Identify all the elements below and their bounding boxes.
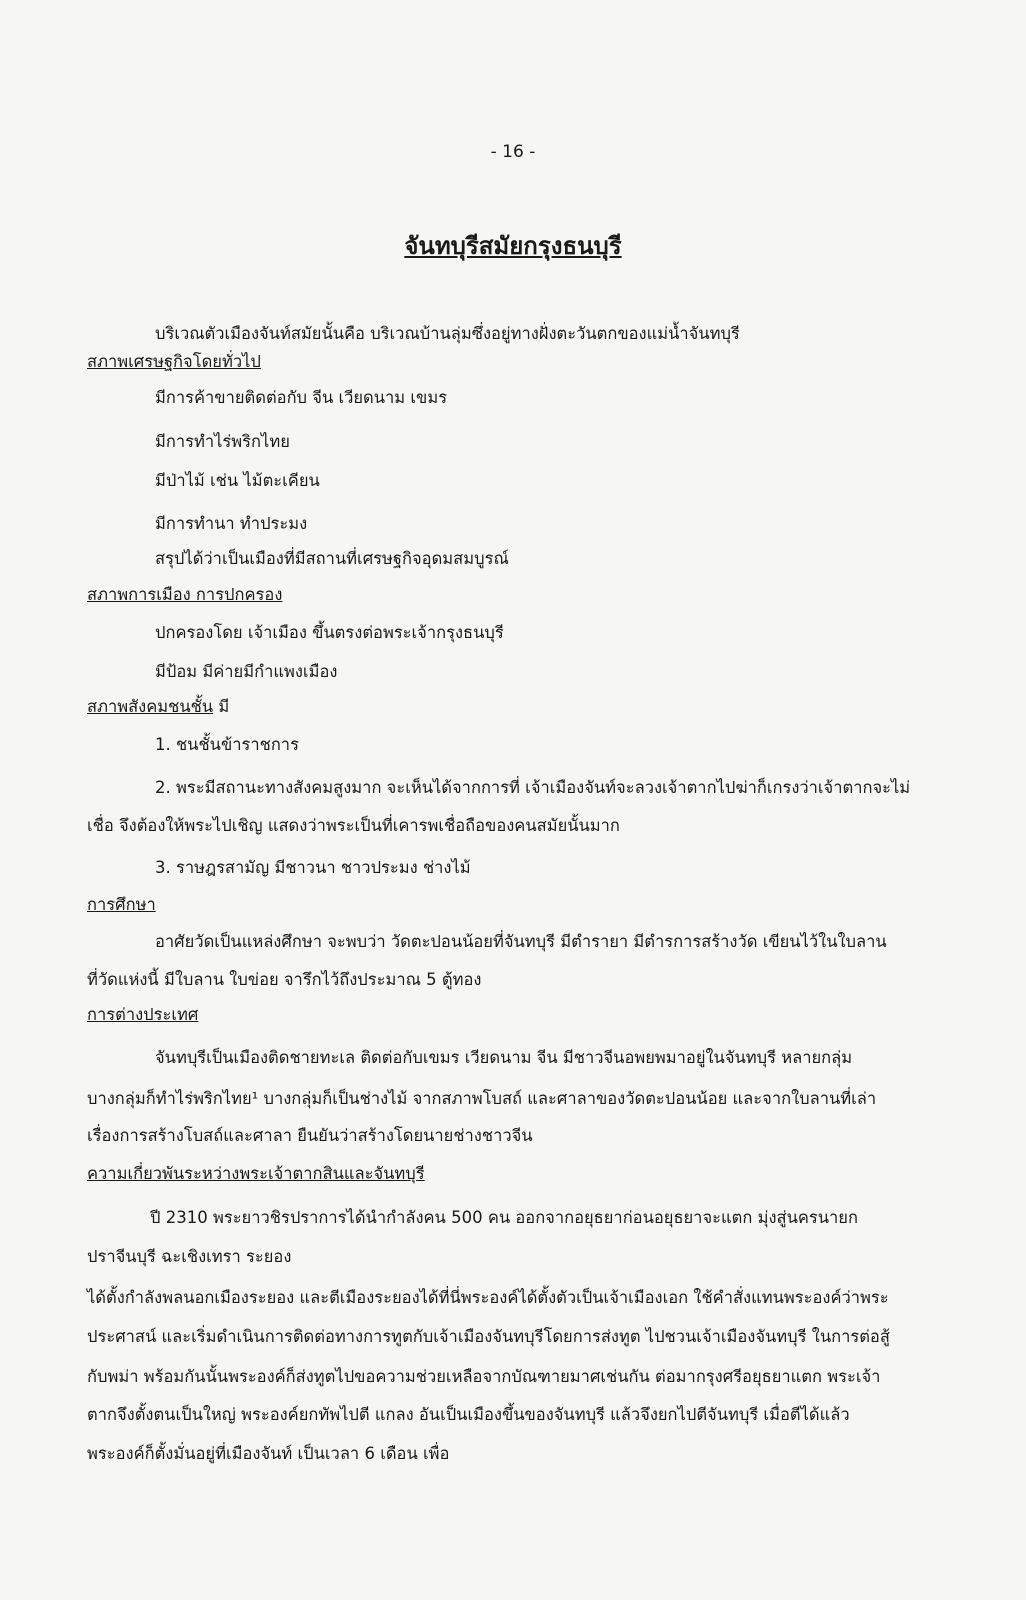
social-heading-row (87, 695, 229, 719)
relation-text: ปี 2310 พระยาวชิรปราการได้นำกำลังคน 500 คน ออกจากอยุธยาก่อนอยุธยาจะแตก มุ่งสู่นครนายก (150, 1208, 858, 1227)
foreign-text: บางกลุ่มก็ทำไร่พริกไทย¹ บางกลุ่มก็เป็นช่างไม้ จากสภาพโบสถ์ และศาลาของวัดตะปอนน้อย และจากใบลานที่เล่า (87, 1089, 877, 1108)
foreign-heading: การต่างประเทศ (87, 1005, 199, 1024)
social-item: 3. ราษฎรสามัญ มีชาวนา ชาวประมง ช่างไม้ (155, 858, 471, 877)
relation-text: ประศาสน์ และเริ่มดำเนินการติดต่อทางการทูตกับเจ้าเมืองจันทบุรีโดยการส่งทูต ไปชวนเจ้าเมืองจันทบุรี ในการต่อสู้ (87, 1327, 890, 1346)
education-text: ที่วัดแห่งนี้ มีใบลาน ใบข่อย จารึกไว้ถึงประมาณ 5 ตู้ทอง (87, 970, 482, 989)
economy-item: มีป่าไม้ เช่น ไม้ตะเคียน (155, 471, 320, 490)
education-heading: การศึกษา (87, 895, 156, 914)
relation-text: พระองค์ก็ตั้งมั่นอยู่ที่เมืองจันท์ เป็นเวลา 6 เดือน เพื่อ (87, 1444, 450, 1463)
social-item: 2. พระมีสถานะทางสังคมสูงมาก จะเห็นได้จากการที่ เจ้าเมืองจันท์จะลวงเจ้าตากไปฆ่าก็เกรงว่าเจ้าตากจะไม่ (155, 778, 911, 797)
page-title: จันทบุรีสมัยกรุงธนบุรี (404, 232, 622, 260)
foreign-text: เรื่องการสร้างโบสถ์และศาลา ยืนยันว่าสร้างโดยนายช่างชาวจีน (87, 1126, 533, 1145)
relation-text: กับพม่า พร้อมกันนั้นพระองค์ก็ส่งทูตไปขอความช่วยเหลือจากบัณฑายมาศเช่นกัน ต่อมากรุงศรีอยุธยาแตก พระเจ้า (87, 1367, 881, 1386)
social-item: 1. ชนชั้นข้าราชการ (155, 735, 299, 754)
economy-heading: สภาพเศรษฐกิจโดยทั่วไป (87, 352, 261, 371)
politics-item: ปกครองโดย เจ้าเมือง ขึ้นตรงต่อพระเจ้ากรุงธนบุรี (155, 623, 504, 642)
social-heading: สภาพสังคมชนชั้น (87, 697, 214, 716)
politics-heading: สภาพการเมือง การปกครอง (87, 585, 283, 604)
economy-item: มีการทำนา ทำประมง (155, 514, 308, 533)
relation-heading: ความเกี่ยวพันระหว่างพระเจ้าตากสินและจันทบุรี (87, 1164, 425, 1183)
relation-text: ตากจึงตั้งตนเป็นใหญ่ พระองค์ยกทัพไปตี แกลง อันเป็นเมืองขึ้นของจันทบุรี แล้วจึงยกไปตีจันทบุรี เมื่อตีได้แล้ว (87, 1405, 850, 1424)
politics-item: มีป้อม มีค่ายมีกำแพงเมือง (155, 662, 338, 681)
education-text: อาศัยวัดเป็นแหล่งศึกษา จะพบว่า วัดตะปอนน้อยที่จันทบุรี มีตำรายา มีตำรการสร้างวัด เขียนไว้ในใบลาน (155, 932, 887, 951)
intro-text: บริเวณตัวเมืองจันท์สมัยนั้นคือ บริเวณบ้านลุ่มซึ่งอยู่ทางฝั่งตะวันตกของแม่น้ำจันทบุรี (155, 324, 740, 343)
economy-item: มีการค้าขายติดต่อกับ จีน เวียดนาม เขมร (155, 388, 448, 407)
foreign-text: จันทบุรีเป็นเมืองติดชายทะเล ติดต่อกับเขมร เวียดนาม จีน มีชาวจีนอพยพมาอยู่ในจันทบุรี หลายกลุ่ม (155, 1048, 853, 1067)
relation-text: ปราจีนบุรี ฉะเชิงเทรา ระยอง (87, 1247, 292, 1266)
relation-text: ได้ตั้งกำลังพลนอกเมืองระยอง และตีเมืองระยองได้ที่นี่พระองค์ได้ตั้งตัวเป็นเจ้าเมืองเอก ใช้คำสั่งแทนพระองค์ว่าพระ (87, 1288, 889, 1307)
page-number: - 16 - (490, 142, 536, 162)
economy-item: สรุปได้ว่าเป็นเมืองที่มีสถานที่เศรษฐกิจอุดมสมบูรณ์ (155, 549, 509, 568)
social-item-continuation: เชื่อ จึงต้องให้พระไปเชิญ แสดงว่าพระเป็นที่เคารพเชื่อถือของคนสมัยนั้นมาก (87, 816, 620, 835)
economy-item: มีการทำไร่พริกไทย (155, 432, 290, 451)
social-heading-suffix: มี (218, 697, 230, 716)
